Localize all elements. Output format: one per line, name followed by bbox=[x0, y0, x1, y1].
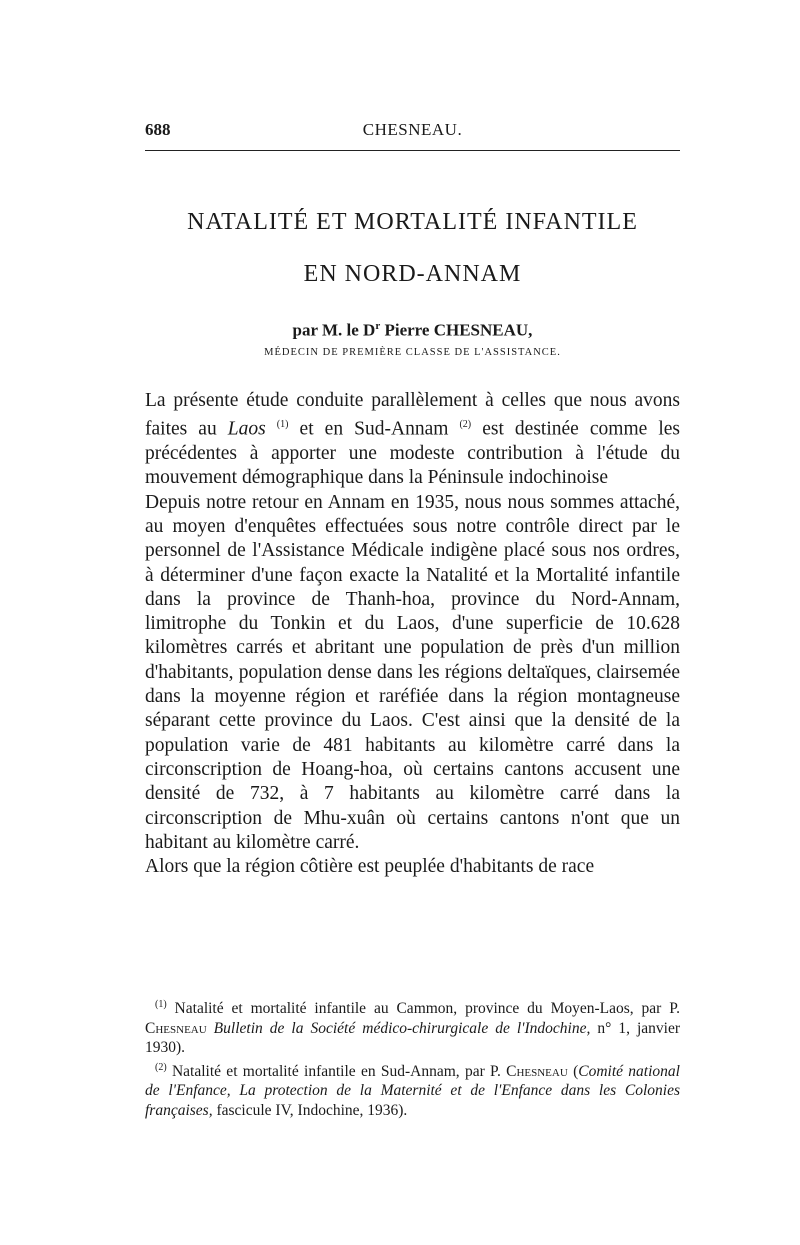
footnote-2-italic: Comité national de l'Enfance, La protection de la Maternité et de l'Enfance dans les Colonies françaises, bbox=[145, 1062, 680, 1119]
page-number: 688 bbox=[145, 120, 171, 139]
byline-prefix: par M. le D bbox=[292, 320, 376, 340]
p1-laos: Laos bbox=[227, 418, 266, 440]
footnote-1 bbox=[145, 995, 680, 1058]
footnote-2-author: Chesneau bbox=[506, 1062, 568, 1080]
header-rule bbox=[145, 150, 680, 151]
paragraph-2: Depuis notre retour en Annam en 1935, nous nous sommes attaché, au moyen d'enquêtes effectuées sous notre contrôle direct par le personnel de l'Assistance Médicale indigène placé sous nos ordres, à déterminer d'une façon exacte la Natalité et la Mortalité infantile dans la province de Thanh-hoa, province du Nord-Annam, limitrophe du Tonkin et du Laos, d'une superficie de 10.628 kilomètres carrés et abritant une population de près d'un million d'habitants, population dense dans les régions deltaïques, clairsemée dans la moyenne région et raréfiée dans la région montagneuse séparant cette province du Laos. C'est ainsi que la densité de la population varie de 481 habitants au kilomètre carré dans la circonscription de Hoang-hoa, où certains cantons accusent une densité de 732, à 7 habitants au kilomètre carré dans la circonscription de Mhu-xuân où certains cantons n'ont que un habitant au kilomètre carré. bbox=[145, 491, 680, 853]
article-body bbox=[145, 389, 680, 879]
p1-text-a: La présente étude conduite parallèlement à celles que nous avons faites au bbox=[145, 390, 680, 440]
article-title-line-1: NATALITÉ ET MORTALITÉ INFANTILE bbox=[187, 209, 638, 235]
author-name: Pierre CHESNEAU, bbox=[380, 320, 533, 340]
article-title-line-2: EN NORD-ANNAM bbox=[303, 261, 522, 287]
p1-text-b: et en Sud-Annam bbox=[288, 418, 460, 440]
footnote-2-text-a: Natalité et mortalité infantile en Sud-Annam, par P. bbox=[166, 1062, 507, 1080]
footnotes bbox=[145, 995, 680, 1120]
footnote-1-mark: (1) bbox=[155, 999, 167, 1010]
footnote-1-journal: Bulletin de la Société médico-chirurgicale de l'Indochine, bbox=[206, 1019, 591, 1037]
footnote-ref-1: (1) bbox=[276, 419, 289, 431]
footnote-2 bbox=[145, 1058, 680, 1121]
byline-sup: r bbox=[375, 320, 381, 332]
author-byline bbox=[145, 320, 680, 341]
footnote-ref-2: (2) bbox=[459, 419, 472, 431]
footnote-2-text-c: fascicule IV, Indochine, 1936). bbox=[212, 1101, 408, 1119]
footnote-2-text-b: ( bbox=[567, 1062, 579, 1080]
author-affiliation: MÉDECIN DE PREMIÈRE CLASSE DE L'ASSISTANCE. bbox=[264, 347, 561, 358]
p1-text-c: est destinée comme les précédentes à apporter une modeste contribution à l'étude du mouvement démographique dans la Péninsule indochinoise bbox=[145, 418, 681, 489]
footnote-1-text-b: n° 1, janvier 1930). bbox=[145, 1019, 680, 1057]
running-head: CHESNEAU. bbox=[362, 120, 463, 139]
footnote-1-author: Chesneau bbox=[145, 1019, 207, 1037]
footnote-1-text-a: Natalité et mortalité infantile au Cammon, province du Moyen-Laos, par P. bbox=[166, 1000, 680, 1018]
page-header bbox=[145, 118, 680, 146]
paragraph-1 bbox=[145, 389, 680, 491]
footnote-2-mark: (2) bbox=[155, 1061, 167, 1073]
paragraph-3: Alors que la région côtière est peuplée d'habitants de race bbox=[145, 856, 595, 878]
